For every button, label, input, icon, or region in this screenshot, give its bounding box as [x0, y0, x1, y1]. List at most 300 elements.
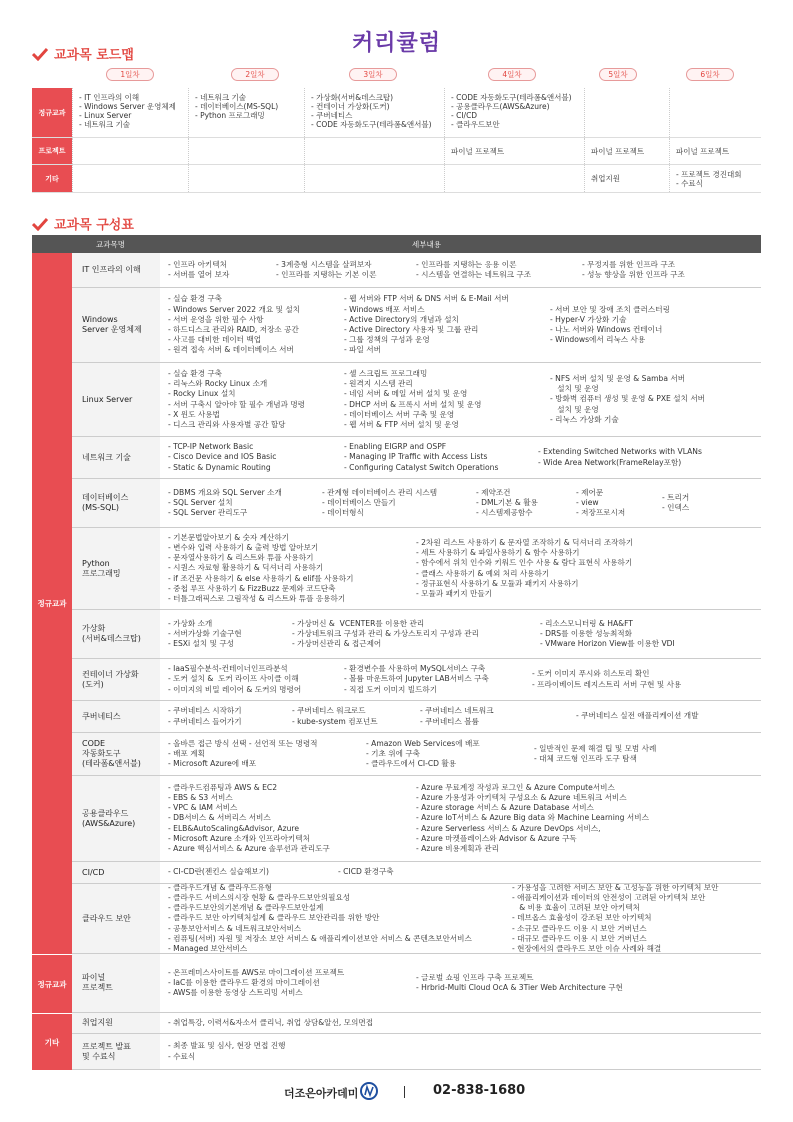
detail-item: - Active Directory의 개념과 설치 [344, 314, 459, 324]
detail-item: - 문자열사용하기 & 리스트와 튜플 사용하기 [168, 553, 314, 563]
detail-item: - 소규모 클라우드 이용 시 보안 거버넌스 [512, 923, 647, 933]
roadmap-cell [188, 165, 304, 192]
subject-name [72, 528, 160, 609]
structure-section-title [32, 214, 134, 233]
detail-column [344, 659, 489, 700]
detail-item: - 리눅스와 Rocky Linux 소개 [168, 379, 268, 389]
detail-item: - 서버 운영을 위한 필수 사항 [168, 314, 264, 324]
detail-column [420, 701, 494, 732]
table-row [72, 363, 761, 437]
roadmap-item: - 데이터베이스(MS-SQL) [195, 102, 279, 111]
table-row [72, 479, 761, 528]
detail-column [576, 479, 625, 527]
roadmap-cell [584, 88, 669, 137]
detail-item: - CI-CD란(젠킨스 실습해보기) [168, 867, 269, 877]
detail-item: - CICD 환경구축 [338, 867, 394, 877]
detail-item: - 공통보안서비스 & 네트워크보안서비스 [168, 923, 302, 933]
detail-item: - 클래스 사용하기 & 예외 처리 사용하기 [416, 568, 550, 578]
subject-name-text: CI/CD [82, 867, 105, 877]
detail-item: - DHCP 서버 & 프록시 서버 설치 및 운영 [344, 399, 482, 409]
detail-item: - 함수에서 위치 인수와 키워드 인수 사용 & 람다 표현식 사용하기 [416, 558, 633, 568]
detail-item: - VPC & IAM 서비스 [168, 803, 238, 813]
roadmap-item: - 클라우드보안 [451, 120, 500, 129]
detail-item: - 클라우드 보안 아키텍처설계 & 클라우드 보안관리를 위한 방안 [168, 913, 380, 923]
detail-item: - AWS를 이용한 동영상 스트리밍 서비스 [168, 988, 303, 998]
detail-item: - 저장프로시저 [576, 508, 626, 518]
table-row [72, 610, 761, 659]
subject-name-text: IT 인프라의 이해 [82, 265, 141, 274]
detail-item: - 도커 이미지 푸시와 히스토리 확인 [532, 669, 650, 679]
detail-item: - 대체 코드형 인프라 도구 탐색 [534, 754, 637, 763]
roadmap-cell [188, 138, 304, 164]
roadmap-cell [304, 88, 444, 137]
subject-name-text: 쿠버네티스 [82, 711, 121, 721]
subject-name [72, 1013, 160, 1033]
subject-name [72, 1034, 160, 1069]
detail-column [662, 479, 689, 527]
detail-item: - 변수와 입력 사용하기 & 출력 방법 알아보기 [168, 542, 319, 552]
subject-detail [160, 776, 761, 861]
detail-column [168, 288, 300, 362]
subject-detail [160, 659, 761, 700]
table-row [72, 701, 761, 733]
detail-column [168, 363, 305, 436]
subject-name [72, 733, 160, 775]
subject-detail [160, 610, 761, 658]
subject-name-text: Windows Server 운영체제 [82, 315, 142, 334]
detail-item: - 네임 서버 & 메일 서버 설치 및 운영 [344, 389, 468, 399]
detail-column [416, 253, 531, 287]
subject-detail [160, 954, 761, 1012]
detail-item: - 디스크 관리와 사용자별 공간 할당 [168, 419, 286, 429]
detail-item: - 사고를 대비한 데이터 백업 [168, 335, 262, 345]
roadmap-item: - 수료식 [676, 178, 703, 188]
subject-detail [160, 1013, 761, 1033]
subject-detail [160, 528, 761, 609]
roadmap-cell [72, 165, 188, 192]
detail-item: - 클라우드보안의기본개념 & 클라우드보안설계 [168, 903, 324, 913]
subject-detail [160, 1034, 761, 1069]
detail-column [322, 479, 437, 527]
detail-item: - 방화벽 컴퓨터 생성 및 운영 & PXE 설치 서버 [550, 394, 705, 404]
subject-detail [160, 363, 761, 436]
detail-item: - 애플리케이션과 데이터의 안전성이 고려된 아키텍처 보안 [512, 893, 706, 902]
detail-item: & 비용 효율이 고려된 보안 아키텍처 [512, 903, 640, 913]
detail-item: - 가상머신 & VCENTER를 이용한 관리 [292, 618, 425, 628]
detail-column [168, 954, 344, 1012]
detail-item: - 서버 구축시 알아야 할 필수 개념과 명령 [168, 399, 306, 409]
detail-column [344, 363, 481, 436]
subject-detail [160, 733, 761, 775]
roadmap-cell [304, 138, 444, 164]
roadmap-item: - IT 인프라의 이해 [79, 93, 140, 102]
roadmap-item: - 쿠버네티스 [311, 111, 353, 120]
detail-item: - Windows에서 리눅스 사용 [550, 335, 646, 345]
detail-item: - Azure 가용성과 아키텍처 구성요소 & Azure 네트워크 서비스 [416, 792, 627, 802]
subject-detail [160, 862, 761, 883]
detail-item: - Azure 마켓플레이스와 Advisor & Azure 구독 [416, 833, 577, 843]
detail-item: - if 조건문 사용하기 & else 사용하기 & elif를 사용하기 [168, 573, 354, 583]
detail-item: - 터틀그래픽스로 그림작성 & 리스트와 튜플 응용하기 [168, 594, 346, 603]
detail-item: - DB서비스 & 서버리스 서비스 [168, 813, 271, 823]
detail-item: - 관계형 데이터베이스 관리 시스템 [322, 487, 438, 497]
step-pill: 4일차 [488, 68, 536, 81]
detail-item: - view [576, 497, 599, 507]
detail-item: - DBMS 개요와 SQL Server 소개 [168, 487, 282, 497]
roadmap-cell [669, 165, 761, 192]
roadmap-cell [188, 88, 304, 137]
detail-column [476, 479, 538, 527]
detail-item: - 클라우드컴퓨팅과 AWS & EC2 [168, 782, 278, 792]
detail-column [168, 884, 472, 953]
detail-item: - IaaS필수분석-컨테이너인프라분석 [168, 664, 288, 674]
subject-name [72, 363, 160, 436]
step-pill: 5일차 [599, 68, 637, 81]
roadmap-category: 정규교과 [32, 88, 72, 137]
detail-item: - 제어문 [576, 487, 604, 497]
roadmap-item: 취업지원 [591, 174, 620, 183]
detail-column [366, 733, 480, 775]
subject-name-text: 프로젝트 발표 및 수료식 [82, 1041, 131, 1061]
structure-category: 정규교과 [32, 954, 72, 1013]
detail-item: - 온프레미스사이트를 AWS로 마이그레이션 프로젝트 [168, 967, 345, 977]
subject-detail [160, 437, 761, 478]
table-row [72, 1013, 761, 1034]
detail-item: - 올바른 접근 방식 선택 - 선언적 또는 명령적 [168, 738, 318, 748]
detail-item: - 가용성을 고려한 서비스 보안 & 고성능을 위한 아키텍처 보안 [512, 882, 719, 892]
structure-title-text: 교과목 구성표 [54, 218, 134, 233]
detail-item: - 원격지 시스템 관리 [344, 379, 413, 389]
detail-item: - Managed 보안서비스 [168, 944, 248, 954]
detail-item: - SQL Server 설치 [168, 497, 233, 507]
detail-column [550, 288, 670, 362]
detail-item: - 배포 계획 [168, 748, 205, 758]
detail-item: - Azure storage 서비스 & Azure Database 서비스 [416, 803, 594, 813]
detail-item: - 파일 서버 [344, 345, 381, 355]
subject-name [72, 437, 160, 478]
roadmap-cell [669, 88, 761, 137]
subject-name [72, 253, 160, 287]
detail-item: - 기초 위에 구축 [366, 748, 420, 758]
detail-item: - Extending Switched Networks with VLANs [538, 447, 702, 457]
detail-item: - 기본문법알아보기 & 숫자 계산하기 [168, 532, 290, 542]
roadmap-item: - CODE 자동화도구(테라폼&앤서블) [311, 120, 432, 129]
detail-item: - 가상머신관리 & 접근제어 [292, 639, 382, 649]
detail-item: - VMware Horizon View를 이용한 VDI [540, 639, 675, 649]
detail-item: - Static & Dynamic Routing [168, 462, 271, 472]
roadmap-cell [444, 138, 584, 164]
roadmap-item: - 컨테이너 가상화(도커) [311, 102, 390, 111]
detail-item: - 모듈과 패키지 만들기 [416, 588, 493, 598]
subject-name-text: 가상화 (서버&데스크탑) [82, 624, 141, 643]
detail-item: - 클라우드에서 CI-CD 활용 [366, 759, 457, 769]
detail-item: - 시스템을 연결하는 네트워크 구조 [416, 270, 532, 279]
roadmap-steps [76, 68, 761, 81]
detail-item: - 인프라를 지탱하는 응용 이론 [416, 259, 517, 269]
roadmap-item: - Windows Server 운영체제 [79, 102, 176, 111]
roadmap-category: 기타 [32, 165, 72, 192]
detail-column [534, 733, 656, 775]
roadmap-row [32, 138, 761, 165]
detail-item: - 하드디스크 관리와 RAID, 저장소 공간 [168, 325, 299, 334]
detail-column [550, 363, 705, 436]
detail-column [338, 862, 394, 883]
roadmap-cell [669, 138, 761, 164]
detail-item: - 리소스모니터링 & HA&FT [540, 618, 633, 628]
check-icon [32, 217, 48, 231]
subject-name [72, 776, 160, 861]
table-row [72, 776, 761, 862]
detail-column [292, 701, 378, 732]
detail-item: - 웹 서버 & FTP 서버 설치 및 운영 [344, 419, 459, 429]
detail-item: - IaC를 이용한 클라우드 환경의 마이그레이션 [168, 977, 320, 987]
roadmap-cell [444, 165, 584, 192]
structure-table [32, 235, 761, 253]
detail-item: - 대규모 클라우드 이용 시 보안 거버넌스 [512, 933, 647, 943]
subject-name-text: Linux Server [82, 394, 133, 404]
detail-item: - Wide Area Network(FrameRelay포함) [538, 457, 682, 467]
subject-name [72, 659, 160, 700]
roadmap-item: - 네트워크 기술 [79, 120, 130, 129]
detail-item: - 그룹 정책의 구성과 운영 [344, 335, 430, 345]
detail-item: - 서버가상화 기술구현 [168, 628, 242, 638]
detail-item: - 클라우드 서비스의시장 현황 & 클라우드보안의필요성 [168, 893, 351, 902]
detail-column [344, 288, 509, 362]
footer [0, 1082, 793, 1104]
detail-item: - 최종 발표 및 심사, 현장 면접 진행 [168, 1041, 286, 1051]
roadmap-row [32, 88, 761, 138]
phone-number: 02-838-1680 [433, 1083, 526, 1098]
detail-column [292, 610, 479, 658]
detail-item: - 인덱스 [662, 503, 690, 512]
subject-detail [160, 479, 761, 527]
detail-column [168, 253, 229, 287]
roadmap-cell [584, 165, 669, 192]
detail-item: - 무정지를 위한 인프라 구조 [582, 259, 676, 269]
roadmap-item: 파이널 프로젝트 [591, 146, 645, 156]
detail-column [416, 776, 649, 861]
detail-item: - 서버 보안 및 장애 조치 클러스터링 [550, 304, 670, 314]
detail-column [540, 610, 675, 658]
detail-item: - 데이터베이스 만들기 [322, 497, 396, 507]
table-row [72, 528, 761, 610]
structure-category: 기타 [32, 1013, 72, 1070]
detail-item: - 가상화 소개 [168, 618, 213, 628]
detail-item: 설치 및 운영 [550, 384, 599, 394]
detail-column [416, 528, 633, 609]
detail-column [538, 437, 702, 478]
detail-column [168, 659, 301, 700]
detail-item: - Hyper-V 가상화 기술 [550, 314, 627, 324]
subject-name-text: CODE 자동화도구 (테라폼&앤서블) [82, 739, 141, 768]
roadmap-item: - CODE 자동화도구(테라폼&앤서블) [451, 93, 572, 102]
table-row [72, 288, 761, 363]
detail-item: - Cisco Device and IOS Basic [168, 452, 277, 462]
detail-item: - 도커 설치 & 도커 라이프 사이클 이해 [168, 674, 299, 684]
detail-item: - 글로벌 쇼핑 인프라 구축 프로젝트 [416, 972, 534, 982]
table-row [72, 1034, 761, 1070]
subject-name [72, 479, 160, 527]
subject-name [72, 610, 160, 658]
subject-name [72, 862, 160, 883]
detail-item: - Windows 배포 서비스 [344, 304, 425, 314]
detail-item: - 클라우드개념 & 클라우드유형 [168, 882, 272, 892]
table-row [72, 253, 761, 288]
detail-item: - 컴퓨팅(서버) 자원 및 저장소 보안 서비스 & 애플리케이션보안 서비스 & 콘텐츠보안서비스 [168, 933, 472, 943]
roadmap-cell [304, 165, 444, 192]
step-pill: 6일차 [686, 68, 734, 81]
detail-item: - 리눅스 가상화 기술 [550, 414, 619, 424]
detail-item: - 데브옵스 효율성이 강조된 보안 아키텍처 [512, 913, 652, 923]
detail-item: - Active Directory 사용자 및 그룹 관리 [344, 325, 479, 334]
roadmap-item: 파이널 프로젝트 [451, 146, 505, 156]
detail-item: - 데이터형식 [322, 508, 364, 518]
subject-name-text: Python 프로그래밍 [82, 558, 121, 578]
step-pill: 2일차 [231, 68, 279, 81]
subject-name-text: 데이터베이스 (MS-SQL) [82, 493, 129, 512]
detail-item: - 볼륨 마운트하여 Jupyter LAB서비스 구축 [344, 674, 489, 684]
roadmap-cell [444, 88, 584, 137]
subject-name [72, 701, 160, 732]
detail-item: - 원격 접속 서버 & 데이터베이스 서버 [168, 345, 294, 355]
detail-item: - 실습 환경 구축 [168, 368, 222, 378]
table-row [72, 437, 761, 479]
detail-item: - 프라이베이트 레지스트리 서버 구현 및 사용 [532, 679, 682, 689]
roadmap-item: - Python 프로그래밍 [195, 111, 265, 120]
detail-item: - 쿠버네티스 볼륨 [420, 716, 479, 726]
roadmap-item: - CI/CD [451, 111, 478, 120]
detail-item: - EBS & S3 서비스 [168, 792, 233, 802]
subject-name [72, 884, 160, 953]
subject-name-text: 컨테이너 가상화 (도커) [82, 669, 139, 689]
detail-column [276, 253, 376, 287]
subject-name-text: 네트워크 기술 [82, 452, 131, 462]
page-title: 커리큘럼 [351, 31, 441, 56]
detail-item: - 제약조건 [476, 487, 511, 497]
detail-item: - 실습 환경 구축 [168, 294, 222, 304]
detail-column [532, 659, 681, 700]
detail-item: - TCP-IP Network Basic [168, 442, 254, 452]
subject-name [72, 954, 160, 1012]
detail-column [168, 701, 242, 732]
subject-name [72, 288, 160, 362]
detail-item: - Microsoft Azure에 배포 [168, 759, 257, 769]
detail-item: - 쿠버네티스 들어가기 [168, 716, 242, 726]
detail-column [344, 437, 498, 478]
detail-column [168, 733, 318, 775]
check-icon [32, 47, 48, 61]
detail-item: - Microsoft Azure 소개와 인프라아키텍처 [168, 833, 310, 843]
detail-item: - 쿠버네티스 실전 애플리케이션 개발 [576, 711, 699, 721]
detail-item: - DRS를 이용한 성능최적화 [540, 628, 632, 638]
detail-item: - 환경변수를 사용하여 MySQL서비스 구축 [344, 664, 486, 674]
roadmap-category: 프로젝트 [32, 138, 72, 164]
detail-column [512, 884, 718, 953]
detail-item: - ELB&AutoScaling&Advisor, Azure [168, 823, 300, 833]
roadmap-title-text: 교과목 로드맵 [54, 48, 134, 63]
detail-item: - 정규표현식 사용하기 & 모듈과 패키지 사용하기 [416, 578, 579, 588]
detail-column [168, 528, 353, 609]
detail-item: - DML기본 & 활용 [476, 497, 538, 507]
roadmap-item: 파이널 프로젝트 [676, 146, 730, 156]
table-header [32, 235, 761, 253]
detail-item: - Azure 무료계정 작성과 로그인 & Azure Compute서비스 [416, 782, 615, 792]
roadmap-section-title [32, 44, 134, 63]
detail-item: - Managing IP Traffic with Access Lists [344, 452, 488, 462]
roadmap-item: - 프로젝트 경진대회 [676, 169, 742, 179]
detail-column [168, 1013, 373, 1033]
detail-column [168, 1034, 285, 1069]
detail-column [576, 701, 698, 732]
subject-name-text: 취업지원 [82, 1018, 113, 1027]
detail-item: - SQL Server 관리도구 [168, 508, 248, 518]
detail-column [582, 253, 685, 287]
detail-item: - 일반적인 문제 해결 팁 및 모범 사례 [534, 743, 657, 753]
brand-name: 더조은아카데미 [284, 1087, 359, 1100]
detail-item: - Rocky Linux 설치 [168, 389, 236, 399]
table-row [72, 884, 761, 954]
roadmap-row [32, 165, 761, 193]
detail-item: - kube-system 컴포넌트 [292, 716, 378, 726]
detail-item: - Configuring Catalyst Switch Operations [344, 462, 499, 472]
detail-item: - 세트 사용하기 & 파일사용하기 & 함수 사용하기 [416, 548, 580, 558]
detail-item: - 취업특강, 이력서&자소서 클리닉, 취업 상담&알선, 모의면접 [168, 1017, 374, 1027]
table-row [72, 954, 761, 1013]
detail-item: - 3계층형 시스템을 살펴보자 [276, 259, 372, 269]
table-row [72, 733, 761, 776]
table-row [72, 659, 761, 701]
academy-logo-icon [360, 1082, 378, 1100]
detail-item: - 인프라를 지탱하는 기본 이론 [276, 270, 377, 279]
subject-detail [160, 884, 761, 953]
detail-item: - 직접 도커 이미지 빌드하기 [344, 684, 438, 694]
detail-item: - NFS 서버 설치 및 운영 & Samba 서버 [550, 373, 686, 383]
detail-item: - Windows Server 2022 개요 및 설치 [168, 304, 301, 314]
roadmap-item: - 가상화(서버&데스크탑) [311, 93, 393, 102]
detail-item: - 나노 서버와 Windows 컨테이너 [550, 325, 663, 334]
detail-item: - Azure 핵심서비스 & Azure 솔루션과 관리도구 [168, 844, 330, 853]
detail-item: - 서버를 열어 보자 [168, 270, 230, 279]
divider [404, 1086, 405, 1098]
subject-detail [160, 253, 761, 287]
detail-column [168, 479, 282, 527]
roadmap-cell [72, 138, 188, 164]
detail-item: - 인프라 아키텍처 [168, 259, 227, 269]
detail-column [168, 610, 242, 658]
detail-column [168, 862, 269, 883]
subject-detail [160, 288, 761, 362]
subject-name-text: 파이널 프로젝트 [82, 973, 113, 992]
step-pill: 3일차 [349, 68, 397, 81]
table-row [72, 862, 761, 884]
detail-item: - Azure Serverless 서비스 & Azure DevOps 서비스, [416, 823, 601, 833]
detail-item: - 쿠버네티스 시작하기 [168, 706, 242, 716]
detail-item: - 데이터베이스 서버 구축 및 운영 [344, 409, 455, 419]
header-subject: 교과목명 [96, 240, 125, 249]
detail-item: - Hrbrid-Multi Cloud OcA & 3Tier Web Architecture 구현 [416, 983, 623, 992]
structure-category: 정규교과 [32, 253, 72, 954]
step-pill: 1일차 [106, 68, 154, 81]
detail-item: - Azure 비용계획과 관리 [416, 844, 499, 853]
detail-item: 설치 및 운영 [550, 404, 599, 414]
detail-item: - 중첩 루프 사용하기 & FizzBuzz 문제와 코드단축 [168, 583, 336, 593]
subject-name-text: 클라우드 보안 [82, 913, 131, 923]
detail-item: - 웹 서버와 FTP 서버 & DNS 서버 & E-Mail 서버 [344, 294, 509, 304]
detail-item: - Azure IoT서비스 & Azure Big data 와 Machine Learning 서비스 [416, 813, 649, 823]
detail-item: - 성능 향상을 위한 인프라 구조 [582, 270, 685, 279]
roadmap-cell [584, 138, 669, 164]
roadmap-item: - Linux Server [79, 111, 132, 120]
